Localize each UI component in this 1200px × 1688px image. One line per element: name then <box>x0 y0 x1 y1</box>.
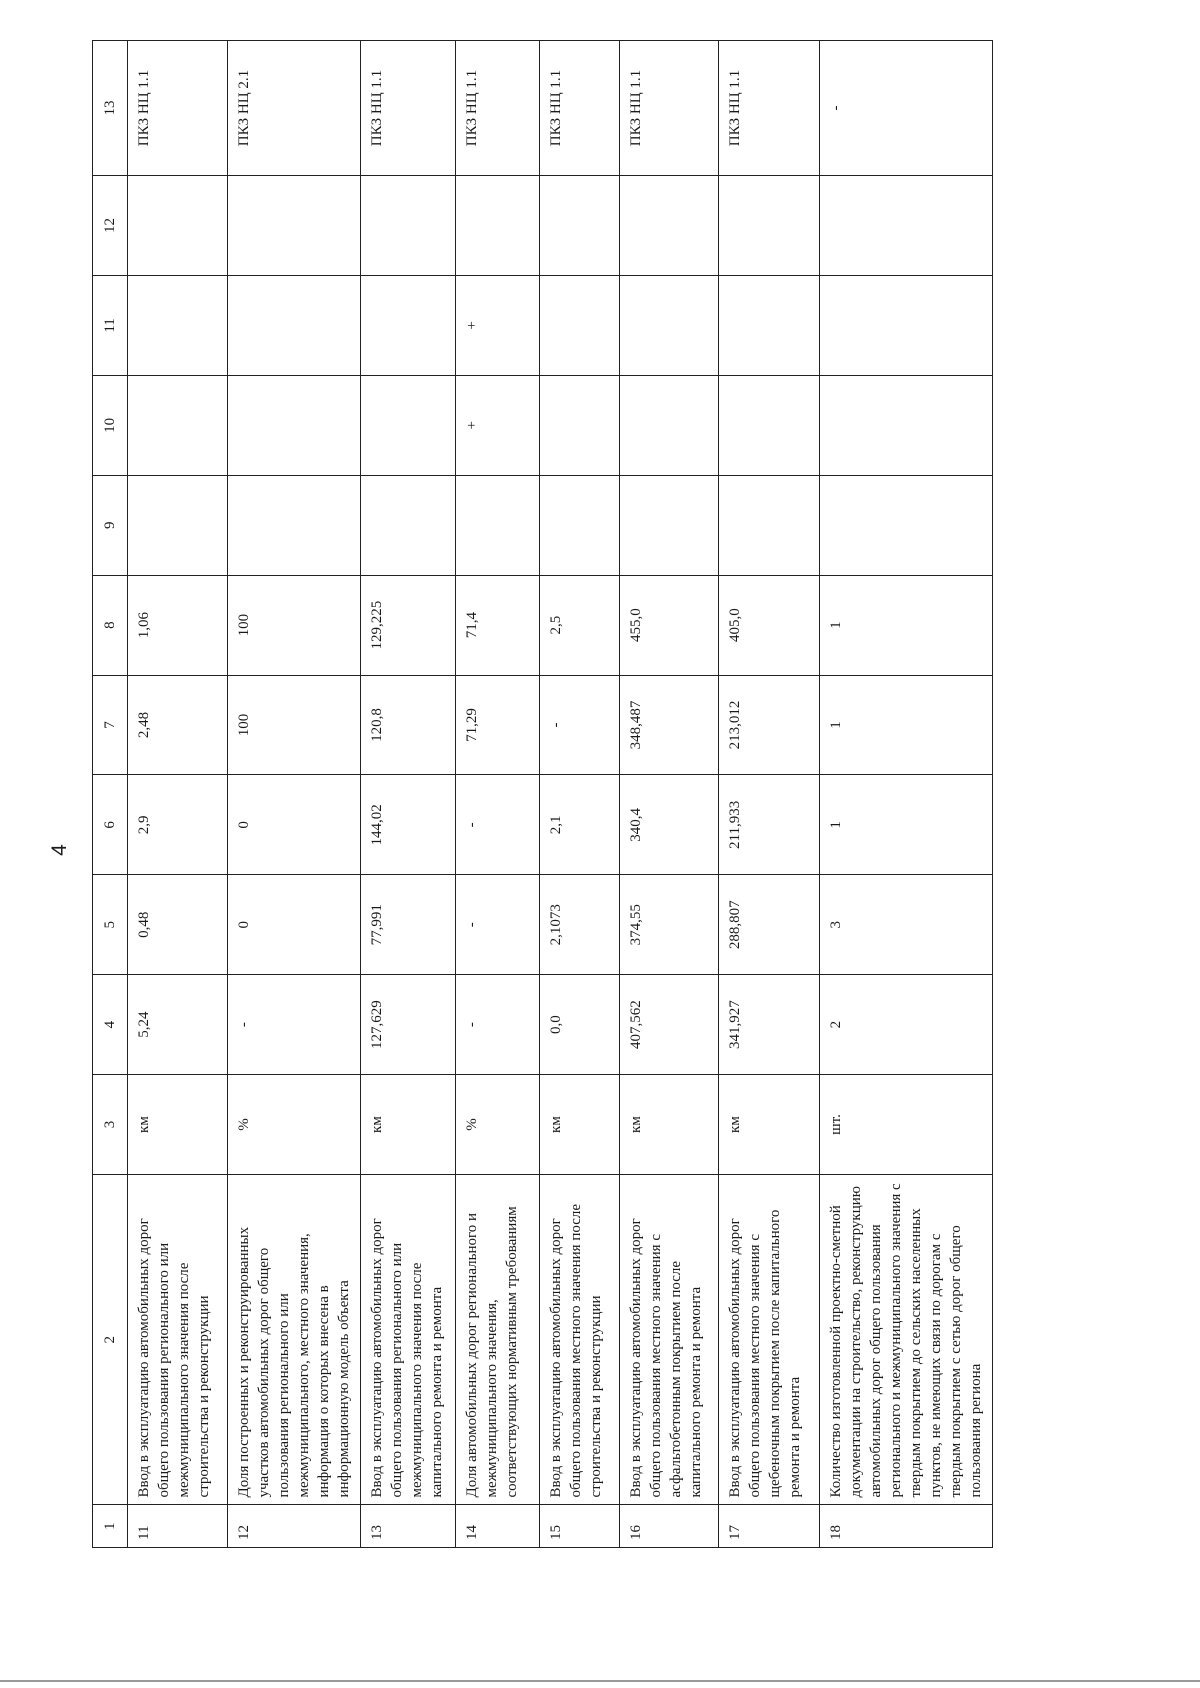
cell-c5: 374,55 <box>620 875 719 975</box>
page-number: 4 <box>48 844 71 856</box>
cell-c9 <box>540 475 620 575</box>
cell-c5: 3 <box>820 875 993 975</box>
cell-c11 <box>820 275 993 375</box>
cell-c11 <box>361 275 456 375</box>
table-row <box>228 41 361 1548</box>
table-header-row <box>93 41 128 1548</box>
header-cell: 3 <box>93 1075 128 1175</box>
cell-c4: 407,562 <box>620 975 719 1075</box>
cell-unit: км <box>620 1075 719 1175</box>
header-cell: 11 <box>93 275 128 375</box>
cell-c5: 77,991 <box>361 875 456 975</box>
header-cell: 5 <box>93 875 128 975</box>
cell-c7: 1 <box>820 675 993 775</box>
cell-c13: ПКЗ НЦ 2.1 <box>228 41 361 176</box>
cell-c7: 100 <box>228 675 361 775</box>
cell-no: 16 <box>620 1505 719 1548</box>
cell-unit: км <box>128 1075 228 1175</box>
cell-c13: ПКЗ НЦ 1.1 <box>620 41 719 176</box>
cell-c10 <box>719 375 820 475</box>
cell-c7: 348,487 <box>620 675 719 775</box>
header-cell: 13 <box>93 41 128 176</box>
cell-c4: - <box>228 975 361 1075</box>
cell-desc: Количество изготовленной проектно-сметной документации на строительство, реконструкцию автомобильных дорог общего пользования регионального и межмуниципального значения с твердым покрытием до сельских населенных пунктов, не имеющих связи по дорогам с твердым покрытием с сетью дорог общего пользования региона <box>820 1174 993 1505</box>
cell-c12 <box>361 176 456 276</box>
cell-c4: 5,24 <box>128 975 228 1075</box>
cell-c11 <box>128 275 228 375</box>
cell-no: 15 <box>540 1505 620 1548</box>
cell-c6: 144,02 <box>361 775 456 875</box>
cell-c5: 0 <box>228 875 361 975</box>
cell-c8: 71,4 <box>456 575 540 675</box>
cell-c9 <box>620 475 719 575</box>
cell-c13: ПКЗ НЦ 1.1 <box>456 41 540 176</box>
cell-c6: 1 <box>820 775 993 875</box>
cell-desc: Доля автомобильных дорог регионального и межмуниципального значения, соответствующих нормативным требованиям <box>456 1174 540 1505</box>
cell-c11 <box>228 275 361 375</box>
cell-c9 <box>820 475 993 575</box>
cell-c8: 100 <box>228 575 361 675</box>
cell-c10 <box>361 375 456 475</box>
cell-no: 11 <box>128 1505 228 1548</box>
cell-c4: 127,629 <box>361 975 456 1075</box>
cell-c5: 2,1073 <box>540 875 620 975</box>
cell-c6: 211,933 <box>719 775 820 875</box>
cell-c13: ПКЗ НЦ 1.1 <box>128 41 228 176</box>
cell-no: 18 <box>820 1505 993 1548</box>
cell-c6: 2,1 <box>540 775 620 875</box>
header-cell: 4 <box>93 975 128 1075</box>
cell-c12 <box>456 176 540 276</box>
cell-c12 <box>719 176 820 276</box>
cell-c6: - <box>456 775 540 875</box>
table-row <box>620 41 719 1548</box>
cell-unit: % <box>456 1075 540 1175</box>
cell-c10 <box>620 375 719 475</box>
cell-c9 <box>128 475 228 575</box>
cell-c6: 0 <box>228 775 361 875</box>
cell-c9 <box>228 475 361 575</box>
cell-no: 13 <box>361 1505 456 1548</box>
cell-desc: Ввод в эксплуатацию автомобильных дорог общего пользования местного значения после строительства и реконструкции <box>540 1174 620 1505</box>
header-cell: 7 <box>93 675 128 775</box>
cell-c13: - <box>820 41 993 176</box>
header-cell: 8 <box>93 575 128 675</box>
cell-no: 14 <box>456 1505 540 1548</box>
cell-c9 <box>456 475 540 575</box>
cell-c7: 120,8 <box>361 675 456 775</box>
cell-c10 <box>128 375 228 475</box>
cell-c12 <box>540 176 620 276</box>
cell-c7: - <box>540 675 620 775</box>
cell-unit: км <box>719 1075 820 1175</box>
cell-c4: 0,0 <box>540 975 620 1075</box>
cell-c13: ПКЗ НЦ 1.1 <box>361 41 456 176</box>
cell-desc: Ввод в эксплуатацию автомобильных дорог общего пользования регионального или межмуниципального значения после капитального ремонта и ремонта <box>361 1174 456 1505</box>
header-cell: 1 <box>93 1505 128 1548</box>
cell-c10 <box>540 375 620 475</box>
cell-c9 <box>361 475 456 575</box>
cell-c8: 129,225 <box>361 575 456 675</box>
cell-c4: 341,927 <box>719 975 820 1075</box>
cell-c12 <box>128 176 228 276</box>
cell-c12 <box>228 176 361 276</box>
cell-c4: 2 <box>820 975 993 1075</box>
cell-c11 <box>540 275 620 375</box>
cell-c11 <box>719 275 820 375</box>
cell-c13: ПКЗ НЦ 1.1 <box>540 41 620 176</box>
cell-c9 <box>719 475 820 575</box>
table-row <box>456 41 540 1548</box>
cell-c10 <box>820 375 993 475</box>
cell-c13: ПКЗ НЦ 1.1 <box>719 41 820 176</box>
cell-c7: 213,012 <box>719 675 820 775</box>
cell-c6: 340,4 <box>620 775 719 875</box>
cell-desc: Ввод в эксплуатацию автомобильных дорог общего пользования регионального или межмуниципального значения после строительства и реконструкции <box>128 1174 228 1505</box>
cell-no: 17 <box>719 1505 820 1548</box>
cell-unit: шт. <box>820 1075 993 1175</box>
cell-c4: - <box>456 975 540 1075</box>
scan-edge-line <box>0 1680 1200 1682</box>
header-cell: 6 <box>93 775 128 875</box>
rotated-table-area <box>92 40 1030 1548</box>
cell-desc: Доля построенных и реконструированных участков автомобильных дорог общего пользования регионального или межмуниципального, местного значения, информация о которых внесена в информационную модель объекта <box>228 1174 361 1505</box>
cell-c10 <box>228 375 361 475</box>
table-row <box>128 41 228 1548</box>
cell-desc: Ввод в эксплуатацию автомобильных дорог общего пользования местного значения с щебеночным покрытием после капитального ремонта и ремонта <box>719 1174 820 1505</box>
cell-c8: 1,06 <box>128 575 228 675</box>
cell-c8: 405,0 <box>719 575 820 675</box>
header-cell: 9 <box>93 475 128 575</box>
header-cell: 10 <box>93 375 128 475</box>
cell-c10: + <box>456 375 540 475</box>
cell-c8: 1 <box>820 575 993 675</box>
cell-unit: % <box>228 1075 361 1175</box>
cell-c6: 2,9 <box>128 775 228 875</box>
cell-c11: + <box>456 275 540 375</box>
cell-unit: км <box>540 1075 620 1175</box>
table-row <box>820 41 993 1548</box>
cell-c11 <box>620 275 719 375</box>
cell-c7: 2,48 <box>128 675 228 775</box>
cell-c8: 455,0 <box>620 575 719 675</box>
indicators-table <box>92 40 993 1548</box>
cell-c7: 71,29 <box>456 675 540 775</box>
cell-c12 <box>620 176 719 276</box>
cell-c5: - <box>456 875 540 975</box>
cell-c8: 2,5 <box>540 575 620 675</box>
header-cell: 12 <box>93 176 128 276</box>
cell-no: 12 <box>228 1505 361 1548</box>
table-row <box>719 41 820 1548</box>
header-cell: 2 <box>93 1174 128 1505</box>
cell-c12 <box>820 176 993 276</box>
table-row <box>540 41 620 1548</box>
cell-desc: Ввод в эксплуатацию автомобильных дорог общего пользования местного значения с асфальтобетонным покрытием после капитального ремонта и ремонта <box>620 1174 719 1505</box>
table-row <box>361 41 456 1548</box>
cell-c5: 0,48 <box>128 875 228 975</box>
cell-unit: км <box>361 1075 456 1175</box>
cell-c5: 288,807 <box>719 875 820 975</box>
